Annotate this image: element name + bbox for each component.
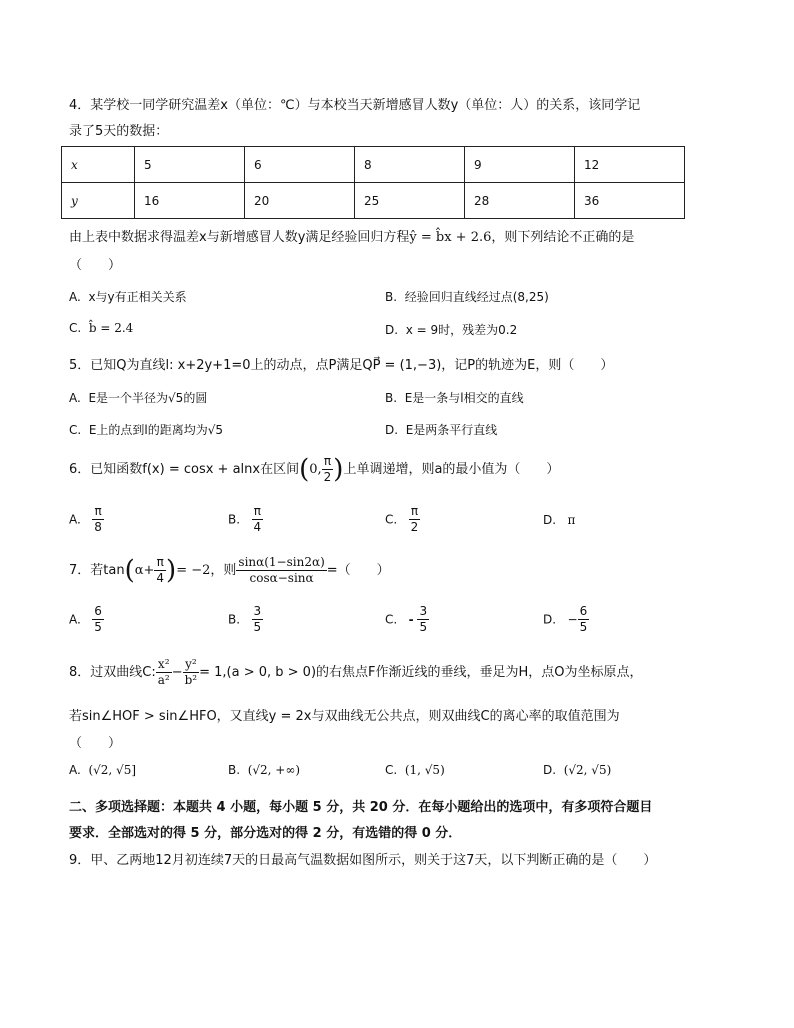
fraction-numerator: 3 xyxy=(253,604,262,618)
q6-option-b xyxy=(228,504,263,535)
minus-sign: − xyxy=(567,612,578,627)
fraction-numerator: x² xyxy=(156,657,172,673)
option-label: A. xyxy=(69,391,81,405)
fraction-denominator: 5 xyxy=(253,620,262,634)
option-text: x = 9时，残差为0.2 xyxy=(405,323,518,337)
q6-option-a xyxy=(69,504,104,535)
option-label: A. xyxy=(69,290,81,304)
option-label: D. xyxy=(543,763,557,777)
fraction-denominator: b² xyxy=(184,673,198,687)
section-heading-line1: 二、多项选择题：本题共 4 小题，每小题 5 分，共 20 分．在每小题给出的选项中，有多项符合题目 xyxy=(69,800,653,815)
fraction-denominator: a² xyxy=(157,673,170,687)
option-fraction xyxy=(92,604,104,635)
interval-fraction xyxy=(322,454,334,485)
q4-answer-blank: （ ） xyxy=(69,258,122,273)
option-text: x与y有正相关关系 xyxy=(88,290,187,304)
y-fraction xyxy=(183,657,200,688)
option-label: D. xyxy=(385,323,399,337)
table-cell: 20 xyxy=(244,183,354,219)
table-cell: 28 xyxy=(464,183,574,219)
x-fraction xyxy=(156,657,172,688)
option-label: C. xyxy=(69,423,82,437)
q5-option-c xyxy=(69,421,223,438)
expression-fraction xyxy=(236,555,326,586)
option-fraction xyxy=(409,504,421,535)
data-table xyxy=(61,146,685,219)
option-label: A. xyxy=(69,512,81,527)
table-row xyxy=(62,147,685,183)
fraction-denominator: cosα−sinα xyxy=(249,571,314,585)
q4-option-b xyxy=(385,288,549,305)
option-text: E上的点到l的距离均为√5 xyxy=(88,423,224,437)
option-label: B. xyxy=(228,612,241,627)
table-cell: 25 xyxy=(354,183,464,219)
table-cell: x xyxy=(62,147,135,183)
option-label: B. xyxy=(385,290,398,304)
q7-stem-part: =（ ） xyxy=(326,563,390,578)
fraction-denominator: 8 xyxy=(94,520,102,534)
option-label: A. xyxy=(69,763,81,777)
table-cell: 9 xyxy=(464,147,574,183)
q7-stem-part: = −2，则 xyxy=(176,563,237,578)
fraction-denominator: 4 xyxy=(253,520,262,534)
tan-argument: α+ xyxy=(134,563,155,578)
table-cell: 5 xyxy=(135,147,245,183)
option-text: E是一个半径为√5的圆 xyxy=(88,391,208,405)
option-fraction xyxy=(417,604,429,635)
q6-option-d xyxy=(543,513,575,527)
fraction-denominator: 5 xyxy=(94,620,102,634)
option-text: (√2, +∞) xyxy=(247,763,301,777)
q7-option-b xyxy=(228,604,263,635)
q5-option-d xyxy=(385,421,497,438)
q4-option-d xyxy=(385,321,517,338)
q7-stem-part: 7．若tan xyxy=(69,563,125,578)
option-text: 经验回归直线经过点(8,25) xyxy=(404,290,549,304)
fraction-numerator: 3 xyxy=(419,604,428,618)
q4-option-a xyxy=(69,288,187,305)
option-label: C. xyxy=(385,512,398,527)
fraction-denominator: 4 xyxy=(156,571,165,585)
option-fraction xyxy=(92,504,104,535)
q6-stem-part: 上单调递增，则a的最小值为（ ） xyxy=(343,462,560,477)
option-text: b̂ = 2.4 xyxy=(88,321,134,335)
option-label: C. xyxy=(69,321,82,335)
option-label: C. xyxy=(385,612,398,627)
section-heading-line2: 要求．全部选对的得 5 分，部分选对的得 2 分，有选错的得 0 分． xyxy=(69,826,462,841)
q8-option-d xyxy=(543,763,611,777)
minus-sign: - xyxy=(408,612,414,627)
option-label: D. xyxy=(385,423,399,437)
option-text: (√2, √5] xyxy=(88,763,137,777)
q8-option-b xyxy=(228,763,300,777)
q8-stem-part: = 1,(a > 0, b > 0)的右焦点F作渐近线的垂线，垂足为H，点O为坐标原点， xyxy=(199,665,643,680)
option-label: B. xyxy=(385,391,398,405)
q8-answer-blank: （ ） xyxy=(69,736,122,751)
table-cell: 36 xyxy=(574,183,684,219)
option-text: E是一条与l相交的直线 xyxy=(404,391,524,405)
fraction-numerator: 6 xyxy=(94,604,102,618)
option-label: D. xyxy=(543,612,557,627)
q4-line3-prefix: 由上表中数据求得温差x与新增感冒人数y满足经验回归方程 xyxy=(69,230,410,245)
fraction-numerator: π xyxy=(409,504,421,520)
q5-option-a xyxy=(69,389,207,406)
fraction-denominator: 2 xyxy=(323,470,332,484)
table-cell: 12 xyxy=(574,147,684,183)
option-text: (1, √5) xyxy=(404,763,445,777)
q7-option-d xyxy=(543,604,589,635)
fraction-denominator: 5 xyxy=(579,620,588,634)
table-cell: 6 xyxy=(244,147,354,183)
interval-left: 0, xyxy=(309,462,322,477)
fraction-numerator: sinα(1−sin2α) xyxy=(238,555,325,569)
minus-sign: − xyxy=(171,665,183,680)
option-label: A. xyxy=(69,612,81,627)
option-text: (√2, √5) xyxy=(563,763,612,777)
q5-stem: 5．已知Q为直线l: x+2y+1=0上的动点，点P满足QP⃗ = (1,−3)，记P的轨迹为E，则（ ） xyxy=(69,358,614,373)
table-row xyxy=(62,183,685,219)
fraction-numerator: π xyxy=(322,454,334,470)
q8-stem xyxy=(69,656,643,690)
fraction-denominator: 2 xyxy=(410,520,419,534)
q7-option-c xyxy=(385,604,429,635)
q4-stem-line2: 录了5天的数据： xyxy=(69,124,169,139)
table-cell: y xyxy=(62,183,135,219)
option-fraction xyxy=(578,604,590,635)
q8-option-c xyxy=(385,763,445,777)
fraction-numerator: y² xyxy=(183,657,200,673)
fraction-numerator: 6 xyxy=(579,604,588,618)
q8-stem-part: 8．过双曲线C: xyxy=(69,665,156,680)
option-text: π xyxy=(567,513,576,527)
q6-stem-part: 6．已知函数f(x) = cosx + alnx在区间 xyxy=(69,462,300,477)
q8-option-a xyxy=(69,763,136,777)
q4-line3-suffix: ，则下列结论不正确的是 xyxy=(491,230,635,245)
option-label: B. xyxy=(228,512,241,527)
fraction-denominator: 5 xyxy=(419,620,428,634)
fraction-numerator: π xyxy=(154,555,166,571)
q6-stem: 6．已知函数f(x) = cosx + alnx在区间(0, $\frac{\pi}{2}$ )上单调递增，则a的最小值为（ ） xyxy=(69,454,560,485)
q6-option-c xyxy=(385,504,420,535)
option-fraction xyxy=(252,604,264,635)
table-cell: 8 xyxy=(354,147,464,183)
fraction-numerator: π xyxy=(92,504,104,520)
q9-stem: 9．甲、乙两地12月初连续7天的日最高气温数据如图所示，则关于这7天，以下判断正确的是（ ） xyxy=(69,853,657,868)
option-fraction xyxy=(252,504,264,535)
option-label: C. xyxy=(385,763,398,777)
table-cell: 16 xyxy=(135,183,245,219)
q8-stem-line2: 若sin∠HOF > sin∠HFO，又直线y = 2x与双曲线无公共点，则双曲线C的离心率的取值范围为 xyxy=(69,709,620,724)
fraction-numerator: π xyxy=(252,504,264,520)
q7-stem: 7．若tan(α+ $\frac{\pi}{4}$ )= −2，则 $\frac{\sin\alpha(1-\sin 2\alpha)}{\cos\alpha-\sin\alpha}$ =（ ） xyxy=(69,555,390,586)
q4-stem-line1: 4．某学校一同学研究温差x（单位：℃）与本校当天新增感冒人数y（单位：人）的关系，该同学记 xyxy=(69,98,641,113)
q7-option-a xyxy=(69,604,104,635)
q4-stem-line3 xyxy=(69,226,634,245)
option-label: D. xyxy=(543,513,557,527)
q5-option-b xyxy=(385,389,524,406)
q4-option-c xyxy=(69,321,133,335)
argument-fraction xyxy=(154,555,166,586)
regression-equation: ŷ = b̂x + 2.6 xyxy=(409,230,492,245)
option-text: E是两条平行直线 xyxy=(405,423,498,437)
option-label: B. xyxy=(228,763,241,777)
